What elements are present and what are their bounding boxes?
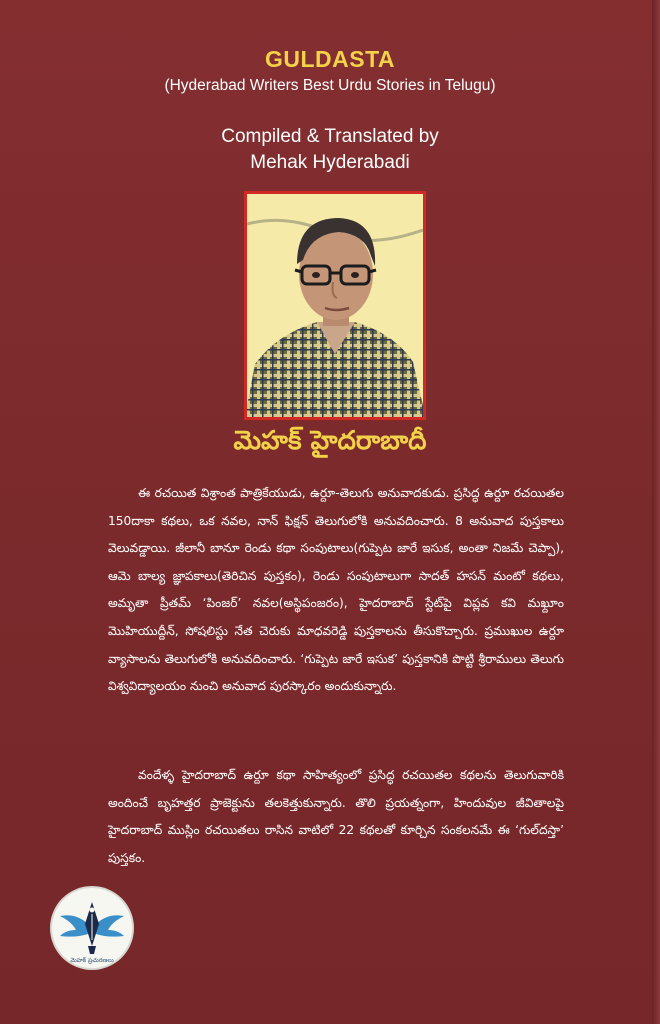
translator-credit	[0, 124, 660, 176]
author-portrait-image	[247, 194, 423, 417]
author-name-telugu: మెహక్ హైదరాబాదీ	[233, 426, 427, 456]
publisher-logo	[52, 888, 132, 968]
author-photo	[244, 191, 426, 420]
description-text: వందేళ్ళ హైదరాబాద్ ఉర్దూ కథా సాహిత్యంలో ప్రసిద్ధ రచయితల కథలను తెలుగువారికి అందించే బృహత్తర ప్రాజెక్టును తలకెత్తుకున్నారు. తొలి ప్రయత్నంగా, హిందువుల జీవితాలపై హైదరాబాద్ ముస్లిం రచయితలు రాసిన వాటిలో 22 కథలతో కూర్చిన సంకలనమే ఈ ‘గుల్‌దస్తా’ పుస్తకం.	[108, 768, 564, 865]
pen-nib-with-wings-icon	[52, 888, 132, 968]
translator-name: Mehak Hyderabadi	[250, 152, 410, 173]
bio-text: ఈ రచయిత విశ్రాంత పాత్రికేయుడు, ఉర్దూ-తెలుగు అనువాదకుడు. ప్రసిద్ధ ఉర్దూ రచయితల 150దాకా కథలు, ఒక నవల, నాన్ ఫిక్షన్ తెలుగులోకి అనువదించారు. 8 అనువాద పుస్తకాలు వెలువడ్డాయి. జీలానీ బానూ రెండు కథా సంపుటాలు(గుప్పెట జారే ఇసుక, అంతా నిజమే చెప్పా), ఆమె బాల్య జ్ఞాపకాలు(తెరిచిన పుస్తకం), రెండు సంపుటాలుగా సాదత్ హసన్ మంటో కథలు, అమృతా ప్రీతమ్ ‘పింజర్’ నవల(అస్థిపంజరం), హైదరాబాద్ స్టేట్‌పై విప్లవ కవి మఖ్దూం మొహియుద్దీన్, సోషలిస్టు నేత చెరుకు మాధవరెడ్డి పుస్తకాలను తీసుకొచ్చారు. ప్రముఖుల ఉర్దూ వ్యాసాలను తెలుగులోకి అనువదించారు. ‘గుప్పెట జారే ఇసుక’ పుస్తకానికి పొట్టి శ్రీరాములు తెలుగు విశ్వవిద్యాలయం నుంచి అనువాద పురస్కారం అందుకున్నారు.	[108, 486, 564, 694]
book-title: GULDASTA	[264, 46, 396, 72]
credit-line: Compiled & Translated by	[221, 126, 439, 147]
book-subtitle: (Hyderabad Writers Best Urdu Stories in Telugu)	[164, 77, 496, 94]
author-bio-paragraph	[108, 480, 564, 701]
publisher-name: మెహక్ ప్రచురణలు	[70, 957, 114, 964]
book-description-paragraph	[108, 762, 564, 872]
